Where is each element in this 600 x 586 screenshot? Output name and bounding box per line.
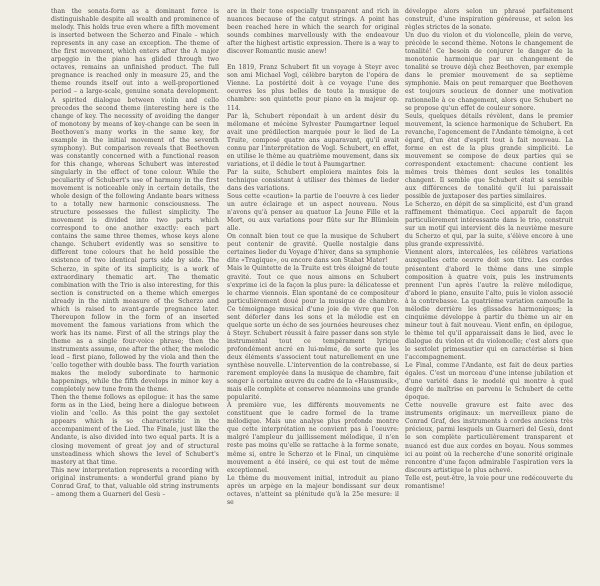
paragraph: Le Scherzo, en dépit de sa simplicité, est d'un grand raffinement thématique. Ceci apparaît de façon particulièrement intéressante dans le trio, construit sur un motif qui intervient dès la neuvième mesure du Scherzo et qui, par la suite, s'élève encore à une plus grande expressivité. <box>405 201 573 249</box>
paragraph: Seuls, quelques détails révèlent, dans le premier mouvement, la science harmonique de Schubert. En revanche, l'agencement de l'Andante témoigne, à cet égard, d'un état d'esprit tout à fait nouveau. La forme en est de la plus grande simplicité. Le mouvement se compose de deux parties qui se correspondent exactement: chacune contient les mêmes trois thèmes dont seules les tonalités changent. Il semble que Schubert était si sensible aux différences de tonalité qu'il lui paraissait possible de juxtaposer des parties similaires. <box>405 112 573 201</box>
paragraph: Un duo du violon et du violoncelle, plein de verve, précède le second thème. Notons le changement de tonalité! Ce besoin de conjurer le danger de la monotonie harmonique par un changement de tonalité se trouve déjà chez Beethoven, par exemple dans le premier mouvement de sa septième symphonie. Mais on peut remarquer que Beethoven est toujours soucieux de donner une motivation rationnelle à ce changement, alors que Schubert ne se propose qu'un effet de couleur sonore. <box>405 32 573 112</box>
paragraph: are in their tone especially transparent and rich in nuances because of the catgut strings. A point has been reached here in which the search for original sounds combines marvellously with the endeavour after the highest artistic expression. There is a way to discover Romantic music anew! <box>227 8 399 56</box>
paragraph: Cette nouvelle gravure est faite avec des instruments originaux: un merveilleux piano de Conrad Graf, des instruments à cordes anciens très précieux, parmi lesquels un Guarneri del Gesù, dont le son complète particulièrement transparent et nuancé est due aux cordes en boyau. Nous sommes ici au point où la recherche d'une sonorité originale rencontre d'une façon admirable l'aspiration vers la discours artistique le plus achevé. <box>405 402 573 474</box>
column-french <box>405 8 573 491</box>
paragraph: This new interpretation represents a recording with original instruments: a wonderful grand piano by Conrad Graf, to that, valuable old string instruments – among them a Guarneri del Gesù – <box>51 466 219 498</box>
paragraph: Viennent alors, intercalées, les célèbres variations auxquelles cette oeuvre doit son titre. Les cordes présentent d'abord le thème dans une simple composition à quatre voix, puis les instruments prennent l'un après l'autre la relève mélodique, d'abord le piano, ensuite l'alto, puis le violon associé à la contrebasse. La quatrième variation camoufle la mélodie derrière les glissades harmoniques; la cinquième développe à partir du thème un air en mineur tout à fait nouveau. Vient enfin, en épilogue, le thème tel qu'il apparaissait dans le lied, avec le dialogue du violon et du violoncelle; c'est alors que le sextolet primesautier qui en caractérise si bien l'accompagnement. <box>405 249 573 362</box>
paragraph: On connaît bien tout ce que la musique de Schubert peut contenir de gravité. Quelle nostalgie dans certaines lieder du Voyage d'hiver, dans sa symphonie dite «Tragique», ou encore dans son Stabat Mater! <box>227 233 399 265</box>
column-english <box>51 8 219 499</box>
paragraph: Par là, Schubert répondait à un ardent désir du mélomane et mécène Sylvester Paumgartner lequel avait une prédilection marquée pour le lied de La Truite, composé quatre ans auparavant, qu'il avait connu par l'interprétation de Vogl. Schubert, en effet, en utilise le thème au quatrième mouvement, dans six variations, et il dédie le tout à Paumgartner. <box>227 112 399 168</box>
paragraph: Sous cette «caution» la partie de l'oeuvre à ces lieder un autre éclairage et un aspect nouveau. Nous n'avons qu'à penser au quatuor La Jeune Fille et la Mort, ou aux variations pour flûte sur Ihr Blümlein alle. <box>227 193 399 233</box>
paragraph: Mais le Quintette de la Truite est très éloigné de toute gravité. Tout ce que nous aimons en Schubert s'exprime ici de la façon la plus pure: la délicatesse et le charme viennois. Elan spontané de ce compositeur particulièrement doué pour la musique de chambre. Ce témoignage musical d'une joie de vivre que l'on sent déferler dans les sons et la mélodie est en quelque sorte un écho de ses journées heureuses chez à Steyr. Schubert réussit à faire passer dans son style instrumental tout ce tempérament lyrique profondément ancré en lui-même, de sorte que les deux éléments s'associent tout naturellement en une synthèse nouvelle. L'intervention de la contrebasse, si rarement employée dans la musique de chambre, fait songer à certaine œuvre du cadre de la «Hausmusik», mais elle complète et conserve néanmoins une grande popularité. <box>227 265 399 402</box>
paragraph: than the sonata-form as a dominant force is distinguishable despite all wealth and prominence of melody. This holds true even where a fifth movement is inserted between the Scherzo and Finale – which represents in any case an exception. The theme of the first movement, which enters after the A major arpeggio in the piano has glided through two octaves, remains an unfinished product. The full pregnance is reached only in measure 25, and the theme rounds itself out into a well-proportioned period – a large-scale, genuine sonata development. A spirited dialogue between violin and cello precedes the second theme (interesting here is the change of key. The necessity of avoiding the danger of monotony by means of key-change can be seen in Beethoven's many works in the same key, for example in the initial movement of the seventh symphony). But comparison reveals that Beethoven was constantly concerned with a functional reason for this change, whereas Schubert was interested singularly in the effect of tone colour. While the peculiarity of Schubert's use of harmony in the first movement is noticeable only in certain details, the whole design of the following Andante bears witness to a totally new harmonic consciousness. The structure possesses the fullest simplicity. The movement is divided into two parts which correspond to one another exactly: each part contains the same three themes, whose keys alone change. Schubert evidently was so sensitive to different tone colours that he held possible the existence of two identical parts side by side. The Scherzo, in spite of its simplicity, is a work of extraordinary thematic art. The thematic combination with the Trio is also interesting, for this section is constructed on a theme which emerges already in the ninth measure of the Scherzo and which is raised to avant-garde pregnance later. Thereupon follow in the form of an inserted movement the famous variations from which the work has its name. First of all the strings play the theme as a single four-voice phrase; then the instruments assume, one after the other, the melodic lead – first piano, followed by the viola and then the 'cello together with double bass. The fourth variation makes the melody subordinate to harmonic happenings, while the fifth develops in minor key a completely new tune from the theme. <box>51 8 219 394</box>
column-middle <box>227 8 399 507</box>
paragraph: Telle est, peut-être, la voie pour une redécouverte du romantisme! <box>405 474 573 490</box>
paragraph: Le Final, comme l'Andante, est fait de deux parties égales. C'est un morceau d'une intense jubilation et d'une variété dans le modelé qui montre à quel degré de maîtrise en parvenu le Schubert de cette époque. <box>405 362 573 402</box>
paragraph: Le thème du mouvement initial, introduit au piano après un arpège en la majeur bondissant sur deux octaves, n'atteint sa plénitude qu'à la 25e mesure: il se <box>227 474 399 506</box>
paragraph: À première vue, les différents mouvements ne constituent que le cadre formel de la trame mélodique. Mais une analyse plus profonde montre que cette interprétation ne convient pas à l'oeuvre: malgré l'ampleur du jaillissement mélodique, il n'en reste pas moins qu'elle se rattache à la forme sonate, même si, entre le Scherzo et le Final, un cinquième mouvement a été inséré, ce qui est tout de même exceptionnel. <box>227 402 399 474</box>
paragraph: En 1819, Franz Schubert fit un voyage à Steyr avec son ami Michael Vogl, célèbre baryton de l'opéra de Vienne. La postérité doit à ce voyage l'une des oeuvres les plus belles de toute la musique de chambre: son quintette pour piano en la majeur op. 114. <box>227 64 399 112</box>
paragraph: développe alors selon un phrasé parfaitement construit, d'une inspiration généreuse, et selon les règles strictes de la sonate. <box>405 8 573 32</box>
paragraph: Then the theme follows as epilogue: it has the same form as in the Lied, being here a dialogue between violin and 'cello. As this point the gay sextolet appears which is so characteristic in the accompaniment of the Lied. The Finale, just like the Andante, is also divided into two equal parts. It is a closing movement of great joy and of structural unsteadiness which shows the level of Schubert's mastery at that time. <box>51 394 219 466</box>
paragraph: Par la suite, Schubert emploiera maintes fois la technique consistant à utiliser des thèmes de lieder dans des variations. <box>227 168 399 192</box>
